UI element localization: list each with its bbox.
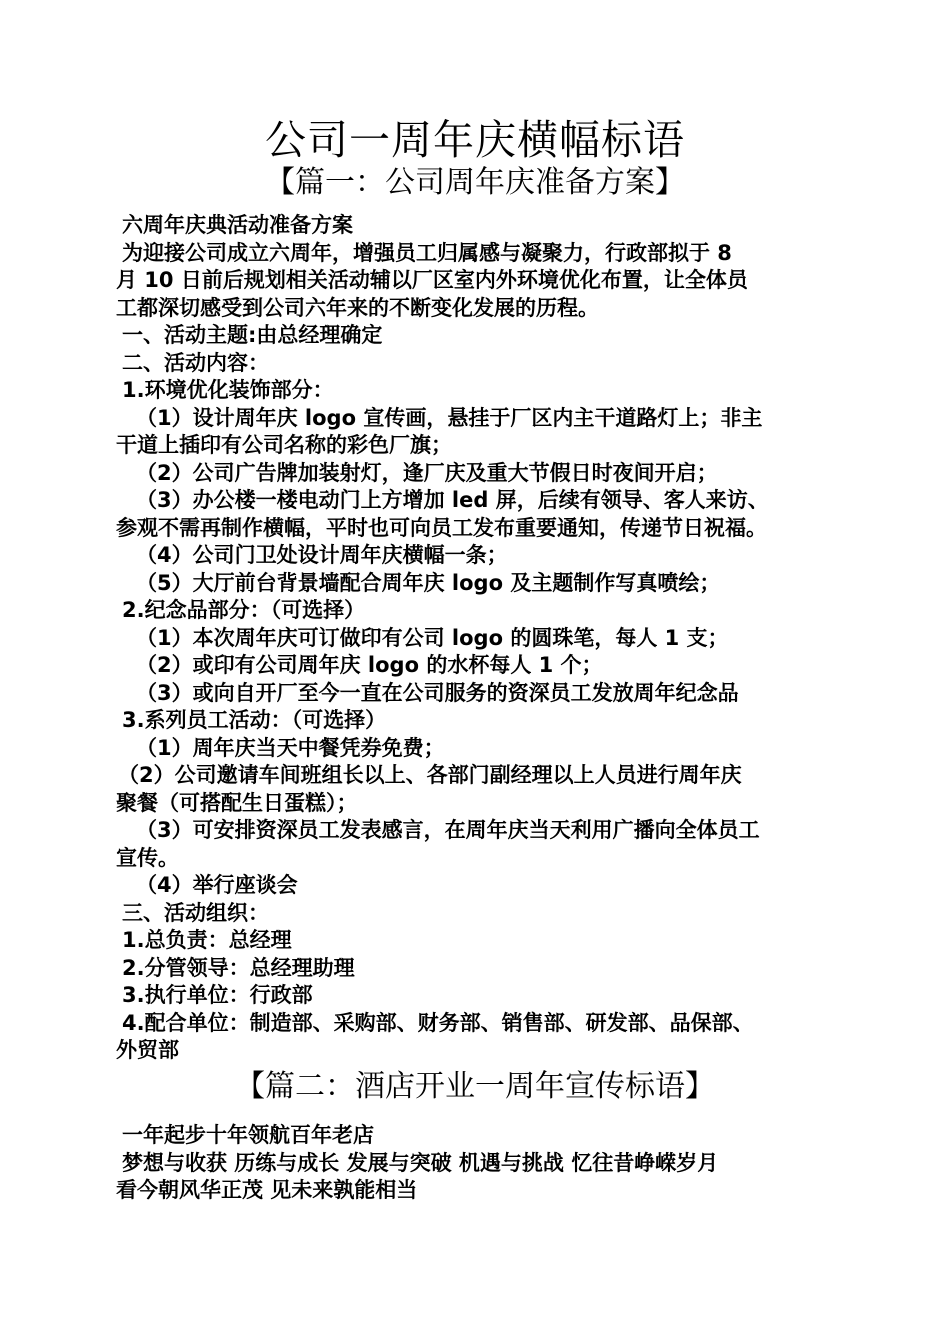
text-line: 2.纪念品部分：（可选择） (122, 598, 366, 622)
text-line: 三、活动组织： (122, 900, 269, 925)
text-line: 为迎接公司成立六周年，增强员工归属感与凝聚力，行政部拟于 8 (122, 240, 732, 265)
text-line: 二、活动内容： (122, 350, 269, 375)
text-line: （1）设计周年庆 logo 宣传画，悬挂于厂区内主干道路灯上；非主 (136, 405, 763, 430)
text-line: 3.执行单位：行政部 (122, 983, 313, 1007)
text-line: （3）办公楼一楼电动门上方增加 led 屏，后续有领导、客人来访、 (136, 488, 769, 512)
text-line: 六周年庆典活动准备方案 (122, 213, 353, 237)
text-line: （1）本次周年庆可订做印有公司 logo 的圆珠笔，每人 1 支； (136, 625, 729, 650)
text-line: 工都深切感受到公司六年来的不断变化发展的历程。 (116, 295, 599, 320)
text-line: 月 10 日前后规划相关活动辅以厂区室内外环境优化布置，让全体员 (116, 268, 748, 292)
section-2-body (116, 1122, 856, 1205)
text-line: （3）或向自开厂至今一直在公司服务的资深员工发放周年纪念品 (136, 680, 739, 705)
text-line: 看今朝风华正茂 见未来孰能相当 (116, 1178, 418, 1202)
section-2-heading: 【篇二：酒店开业一周年宣传标语】 (235, 1069, 715, 1104)
text-line: 外贸部 (116, 1038, 179, 1062)
document-title: 公司一周年庆横幅标语 (265, 116, 685, 164)
text-line: （2）或印有公司周年庆 logo 的水杯每人 1 个； (136, 653, 603, 677)
text-line: （1）周年庆当天中餐凭券免费； (136, 735, 445, 760)
text-line: 3.系列员工活动：（可选择） (122, 708, 387, 732)
text-line: 2.分管领导：总经理助理 (122, 955, 355, 980)
text-line: （3）可安排资深员工发表感言，在周年庆当天利用广播向全体员工 (136, 818, 760, 842)
text-line: 1.环境优化装饰部分： (122, 378, 334, 402)
text-line: 4.配合单位：制造部、采购部、财务部、销售部、研发部、品保部、 (122, 1010, 754, 1035)
text-line: 一、活动主题:由总经理确定 (122, 323, 383, 347)
text-line: 聚餐（可搭配生日蛋糕）； (116, 790, 358, 815)
text-line: （2）公司邀请车间班组长以上、各部门副经理以上人员进行周年庆 (118, 763, 742, 787)
text-line: （4）公司门卫处设计周年庆横幅一条； (136, 543, 508, 567)
section-1-body (116, 212, 856, 1065)
section-1-heading: 【篇一：公司周年庆准备方案】 (265, 165, 685, 200)
text-line: 梦想与收获 历练与成长 发展与突破 机遇与挑战 忆往昔峥嵘岁月 (122, 1150, 719, 1175)
text-line: （5）大厅前台背景墙配合周年庆 logo 及主题制作写真喷绘； (136, 570, 721, 595)
text-line: 干道上插印有公司名称的彩色厂旗； (116, 433, 452, 457)
text-line: 一年起步十年领航百年老店 (122, 1123, 374, 1147)
text-line: 参观不需再制作横幅，平时也可向员工发布重要通知，传递节日祝福。 (116, 515, 767, 540)
text-line: 宣传。 (116, 845, 179, 870)
text-line: （4）举行座谈会 (136, 873, 298, 897)
text-line: 1.总负责：总经理 (122, 928, 292, 952)
text-line: （2）公司广告牌加装射灯，逢厂庆及重大节假日时夜间开启； (136, 460, 718, 485)
